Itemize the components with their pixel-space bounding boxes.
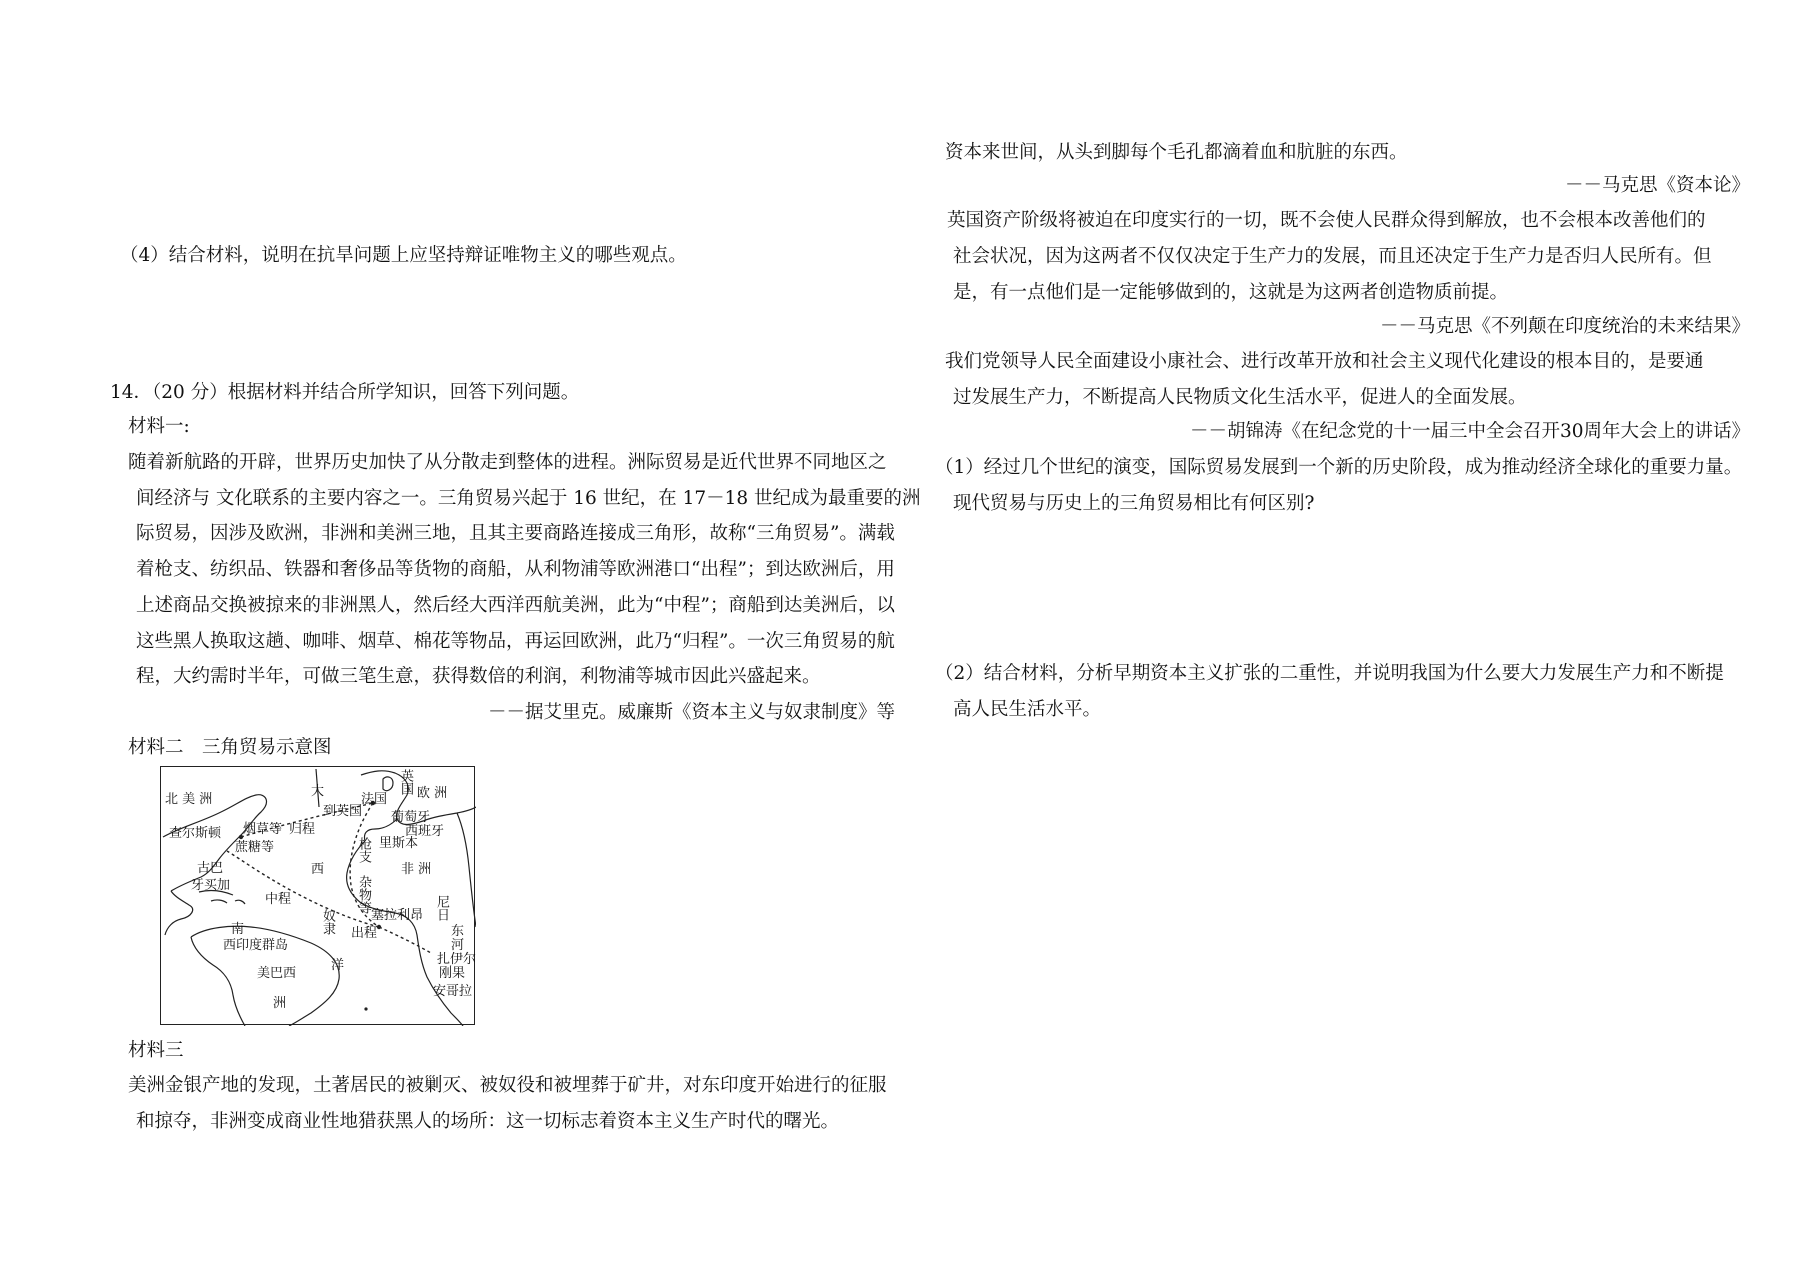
map-label-river: 河 bbox=[451, 938, 465, 953]
material-1-line: 程，大约需时半年，可做三笔生意，获得数倍的利润，利物浦等城市因此兴盛起来。 bbox=[136, 666, 821, 687]
map-label-guns: 枪支 bbox=[356, 837, 371, 863]
triangle-trade-map bbox=[160, 766, 475, 1025]
source-1: －－马克思《资本论》 bbox=[1564, 175, 1750, 196]
map-label-misc-goods: 杂物等 bbox=[356, 875, 371, 914]
question-1-line: （1）经过几个世纪的演变，国际贸易发展到一个新的历史阶段，成为推动经济全球化的重要力量。 bbox=[935, 457, 1743, 478]
material-3-line: 和掠夺，非洲变成商业性地猎获黑人的场所：这一切标志着资本主义生产时代的曙光。 bbox=[136, 1111, 840, 1132]
map-label-east: 东 bbox=[451, 924, 465, 939]
map-label-congo: 刚果 bbox=[439, 966, 466, 981]
material-3-title: 材料三 bbox=[128, 1040, 184, 1061]
question-2-line: （2）结合材料，分析早期资本主义扩张的二重性，并说明我国为什么要大力发展生产力和不断提 bbox=[935, 663, 1724, 684]
material-1-line: 这些黑人换取这趟、咖啡、烟草、棉花等物品，再运回欧洲，此乃“归程”。一次三角贸易的航 bbox=[136, 631, 895, 652]
map-label-cuba: 古巴 bbox=[197, 861, 224, 876]
map-label-outbound: 出程 bbox=[351, 926, 378, 941]
question-4: （4）结合材料，说明在抗旱问题上应坚持辩证唯物主义的哪些观点。 bbox=[120, 245, 687, 266]
map-label-yang: 洋 bbox=[331, 958, 345, 973]
question-2-line: 高人民生活水平。 bbox=[953, 699, 1102, 720]
material-2-title: 材料二 三角贸易示意图 bbox=[128, 737, 332, 758]
map-label-to-england: 到英国 bbox=[323, 804, 363, 819]
map-label-sugar: 蔗糖等 bbox=[235, 840, 275, 855]
map-label-west-indies: 西印度群岛 bbox=[223, 938, 289, 953]
map-label-angola: 安哥拉 bbox=[433, 984, 473, 999]
material-1-line: 随着新航路的开辟，世界历史加快了从分散走到整体的进程。洲际贸易是近代世界不同地区之 bbox=[128, 452, 887, 473]
question-14-header: 14．（20 分）根据材料并结合所学知识，回答下列问题。 bbox=[110, 382, 580, 403]
map-label-europe: 欧 洲 bbox=[417, 786, 448, 801]
map-label-tobacco: 烟草等 bbox=[243, 822, 283, 837]
map-label-middle-leg: 中程 bbox=[265, 892, 292, 907]
material-1-line: 着枪支、纺织品、铁器和奢侈品等货物的商船，从利物浦等欧洲港口“出程”；到达欧洲后，用 bbox=[136, 559, 895, 580]
quote-3-line: 我们党领导人民全面建设小康社会、进行改革开放和社会主义现代化建设的根本目的，是要通 bbox=[945, 351, 1704, 372]
material-1-title: 材料一: bbox=[128, 416, 190, 437]
quote-1: 资本来世间，从头到脚每个毛孔都滴着血和肮脏的东西。 bbox=[945, 142, 1408, 163]
quote-2-line: 英国资产阶级将被迫在印度实行的一切，既不会使人民群众得到解放，也不会根本改善他们的 bbox=[947, 210, 1706, 231]
map-label-niger: 尼日 bbox=[434, 895, 449, 921]
map-label-sierra-leone: 塞拉利昂 bbox=[371, 908, 424, 923]
map-label-africa: 非 洲 bbox=[401, 862, 432, 877]
material-1-line: 上述商品交换被掠来的非洲黑人，然后经大西洋西航美洲，此为“中程”；商船到达美洲后，以 bbox=[136, 595, 895, 616]
map-label-north-america: 北 美 洲 bbox=[165, 792, 213, 807]
material-3-line: 美洲金银产地的发现，土著居民的被剿灭、被奴役和被埋葬于矿井，对东印度开始进行的征服 bbox=[128, 1075, 887, 1096]
question-1-line: 现代贸易与历史上的三角贸易相比有何区别? bbox=[953, 493, 1315, 514]
map-label-zhou: 洲 bbox=[273, 996, 287, 1011]
map-label-xi: 西 bbox=[311, 862, 325, 877]
quote-2-line: 社会状况，因为这两者不仅仅决定于生产力的发展，而且还决定于生产力是否归人民所有。但 bbox=[953, 246, 1712, 267]
map-label-slaves: 奴隶 bbox=[320, 909, 335, 935]
map-label-charleston: 查尔斯顿 bbox=[169, 826, 222, 841]
map-label-jamaica: 牙买加 bbox=[191, 878, 231, 893]
quote-2-line: 是，有一点他们是一定能够做到的，这就是为这两者创造物质前提。 bbox=[953, 282, 1509, 303]
material-1-source: －－据艾里克。威廉斯《资本主义与奴隶制度》等 bbox=[487, 702, 895, 723]
map-label-france: 法国 bbox=[361, 792, 388, 807]
map-label-brazil: 美巴西 bbox=[257, 966, 297, 981]
material-1-line: 际贸易，因涉及欧洲，非洲和美洲三地，且其主要商路连接成三角形，故称“三角贸易”。满载 bbox=[136, 523, 895, 544]
source-3: －－胡锦涛《在纪念党的十一届三中全会召开30周年大会上的讲话》 bbox=[1189, 421, 1750, 442]
map-label-zaire: 扎伊尔 bbox=[437, 952, 477, 967]
map-label-lisbon: 里斯本 bbox=[379, 836, 419, 851]
map-label-england: 英国 bbox=[398, 769, 413, 795]
source-2: －－马克思《不列颠在印度统治的未来结果》 bbox=[1379, 316, 1750, 337]
map-label-da: 大 bbox=[311, 784, 325, 799]
map-label-return-leg: 归程 bbox=[289, 822, 316, 837]
quote-3-line: 过发展生产力，不断提高人民物质文化生活水平，促进人的全面发展。 bbox=[953, 387, 1527, 408]
map-label-spain: 西班牙 bbox=[405, 824, 445, 839]
map-label-south: 南 bbox=[231, 922, 245, 937]
material-1-line: 间经济与 文化联系的主要内容之一。三角贸易兴起于 16 世纪，在 17－18 世纪成为最重要的洲 bbox=[136, 488, 921, 509]
map-label-portugal: 葡萄牙 bbox=[391, 810, 431, 825]
